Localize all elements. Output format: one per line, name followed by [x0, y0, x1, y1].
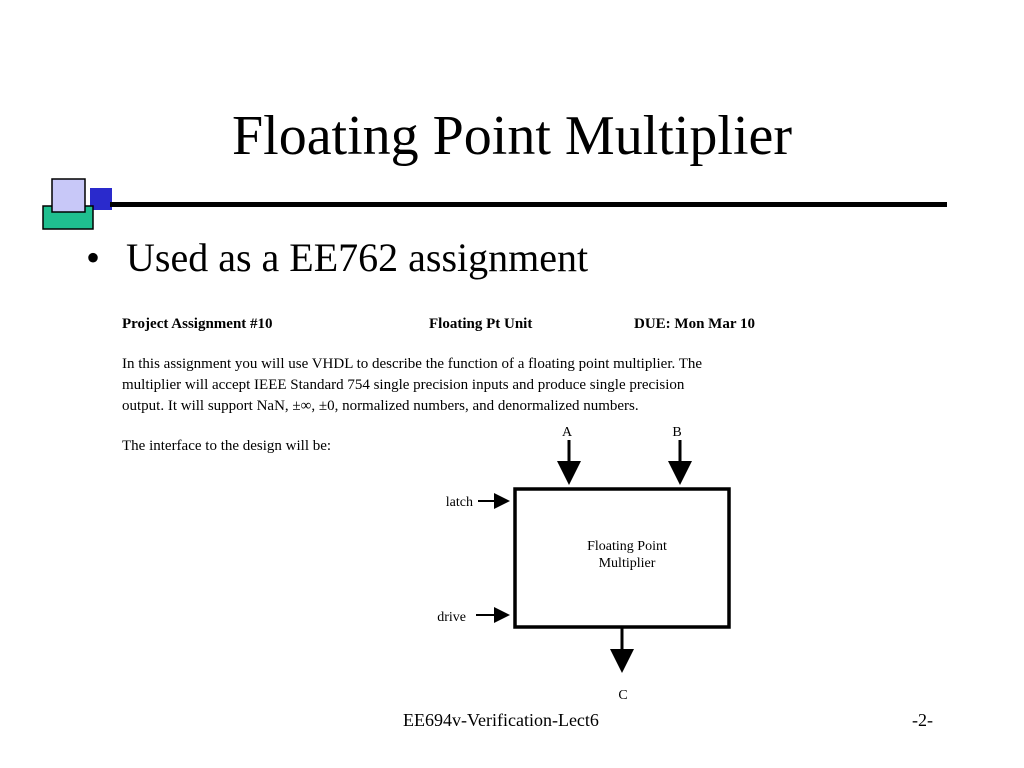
drive-label: drive — [437, 610, 466, 625]
block-label-line1: Floating Point — [587, 539, 667, 554]
input-b-label: B — [672, 425, 682, 440]
latch-label: latch — [445, 495, 473, 510]
bullet-dot-icon: • — [86, 235, 101, 280]
footer-page-number: -2- — [912, 710, 933, 730]
slide-title: Floating Point Multiplier — [231, 105, 793, 167]
paragraph-line: output. It will support NaN, ±∞, ±0, normalized numbers, and denormalized numbers. — [122, 398, 639, 414]
block-label-line2: Multiplier — [598, 556, 656, 571]
interface-text: The interface to the design will be: — [122, 438, 332, 454]
paragraph-line: In this assignment you will use VHDL to describe the function of a floating point multiplier. The — [122, 356, 703, 372]
project-label: Project Assignment #10 — [122, 316, 273, 332]
paragraph-line: multiplier will accept IEEE Standard 754 single precision inputs and produce single precision — [122, 377, 685, 393]
project-due: DUE: Mon Mar 10 — [634, 316, 755, 332]
input-a-label: A — [561, 425, 573, 440]
project-topic: Floating Pt Unit — [429, 316, 533, 332]
bullet-text: Used as a EE762 assignment — [126, 235, 589, 280]
output-c-label: C — [618, 688, 628, 703]
footer-course: EE694v-Verification-Lect6 — [403, 710, 599, 730]
